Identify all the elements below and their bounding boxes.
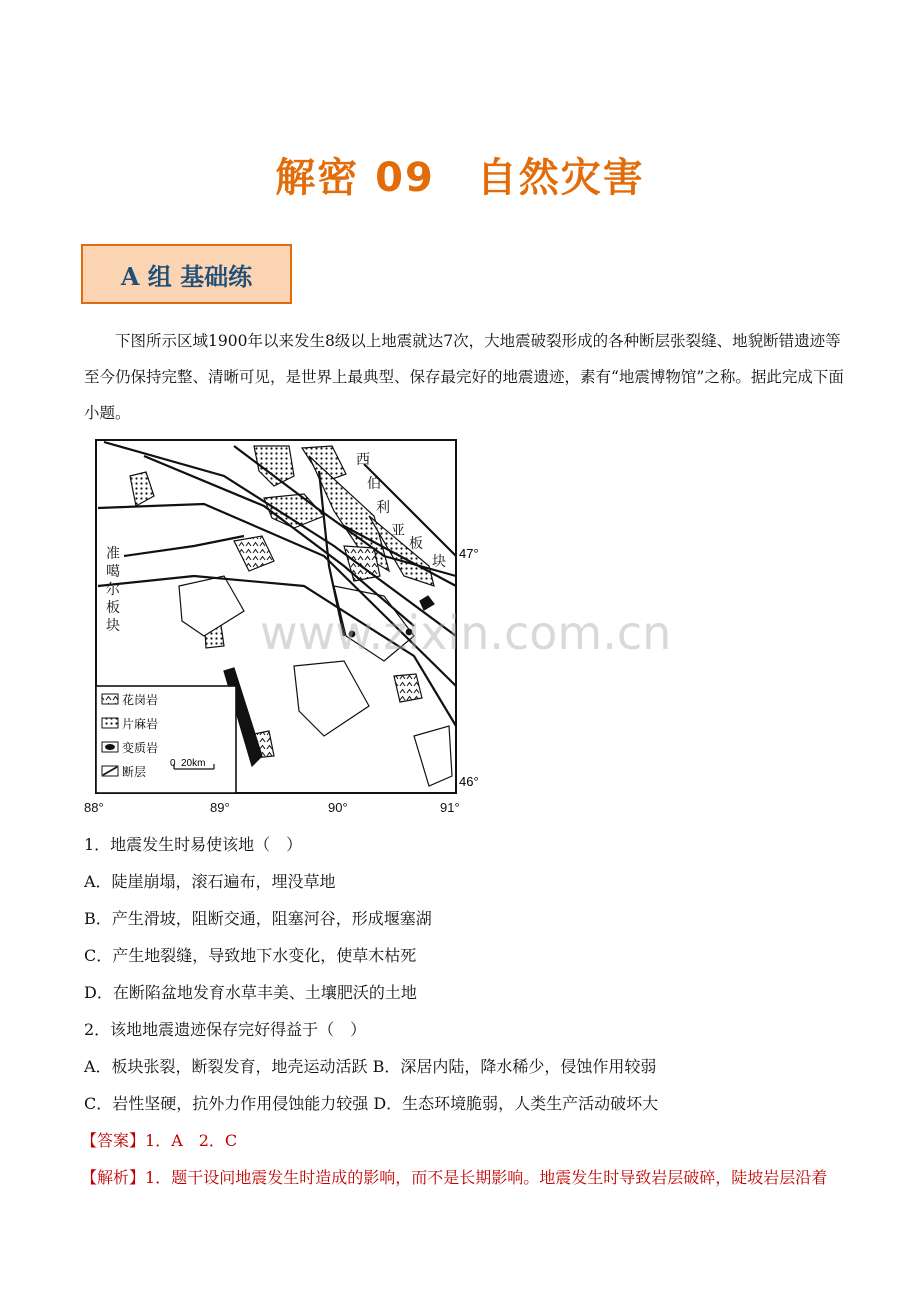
svg-text:88°: 88°	[84, 800, 104, 815]
question-1-option-b: B．产生滑坡，阻断交通，阻塞河谷，形成堰塞湖	[84, 909, 432, 928]
svg-text:块: 块	[432, 553, 446, 569]
analysis-line	[81, 1165, 827, 1188]
svg-text:90°: 90°	[328, 800, 348, 815]
svg-text:20km: 20km	[181, 758, 206, 769]
svg-text:片麻岩: 片麻岩	[122, 717, 159, 731]
svg-text:断层: 断层	[122, 765, 147, 779]
answer-text: 1．A 2．C	[145, 1131, 238, 1150]
latitude-label-bottom: 46°	[459, 774, 479, 789]
answer-line	[81, 1128, 237, 1151]
section-header-label: A 组 基础练	[120, 261, 253, 291]
svg-text:花岗岩: 花岗岩	[122, 693, 159, 707]
junggar-plate-label	[106, 545, 120, 633]
svg-text:噶: 噶	[106, 563, 120, 579]
geologic-map	[84, 436, 479, 816]
svg-text:块: 块	[106, 617, 120, 633]
page-title: 解密 09 自然灾害	[275, 155, 645, 201]
svg-text:板: 板	[409, 535, 423, 551]
question-2-stem: 2．该地地震遗迹保存完好得益于（ ）	[84, 1020, 367, 1039]
question-1-option-a: A．陡崖崩塌，滚石遍布，埋没草地	[84, 872, 336, 891]
intro-paragraph: 下图所示区域1900年以来发生8级以上地震就达7次，大地震破裂形成的各种断层张裂缝、地貌断错遗迹等至今仍保持完整、清晰可见，是世界上最典型、保存最完好的地震遗迹，素有“地震博物馆”之称。据此完成下面小题。	[84, 332, 844, 422]
svg-text:89°: 89°	[210, 800, 230, 815]
svg-text:91°: 91°	[440, 800, 460, 815]
svg-text:尔: 尔	[106, 581, 120, 597]
question-1-option-d: D．在断陷盆地发育水草丰美、土壤肥沃的土地	[84, 983, 417, 1002]
question-2-options-ab: A．板块张裂，断裂发育，地壳运动活跃 B．深居内陆，降水稀少，侵蚀作用较弱	[84, 1057, 657, 1076]
section-header-box	[81, 244, 292, 304]
longitude-labels	[84, 800, 460, 815]
svg-text:板: 板	[106, 599, 120, 615]
svg-text:利: 利	[376, 499, 390, 515]
question-1-option-c: C．产生地裂缝，导致地下水变化，使草木枯死	[84, 946, 417, 965]
analysis-text: 1．题干设问地震发生时造成的影响，而不是长期影响。地震发生时导致岩层破碎，陡坡岩层沿着	[145, 1168, 828, 1187]
watermark: www.zixin.com.cn	[260, 606, 672, 660]
svg-text:变质岩: 变质岩	[122, 741, 159, 755]
svg-text:0: 0	[170, 758, 176, 769]
svg-text:亚: 亚	[391, 522, 405, 538]
answer-tag: 【答案】	[81, 1131, 146, 1150]
question-1-stem: 1．地震发生时易使该地（ ）	[84, 835, 303, 854]
svg-text:准: 准	[106, 545, 120, 561]
map-legend	[96, 686, 236, 793]
question-2-options-cd: C．岩性坚硬，抗外力作用侵蚀能力较强 D．生态环境脆弱，人类生产活动破坏大	[84, 1094, 659, 1113]
latitude-label-top: 47°	[459, 546, 479, 561]
svg-text:西: 西	[356, 451, 370, 467]
analysis-tag: 【解析】	[81, 1168, 146, 1187]
svg-text:伯: 伯	[367, 475, 381, 491]
